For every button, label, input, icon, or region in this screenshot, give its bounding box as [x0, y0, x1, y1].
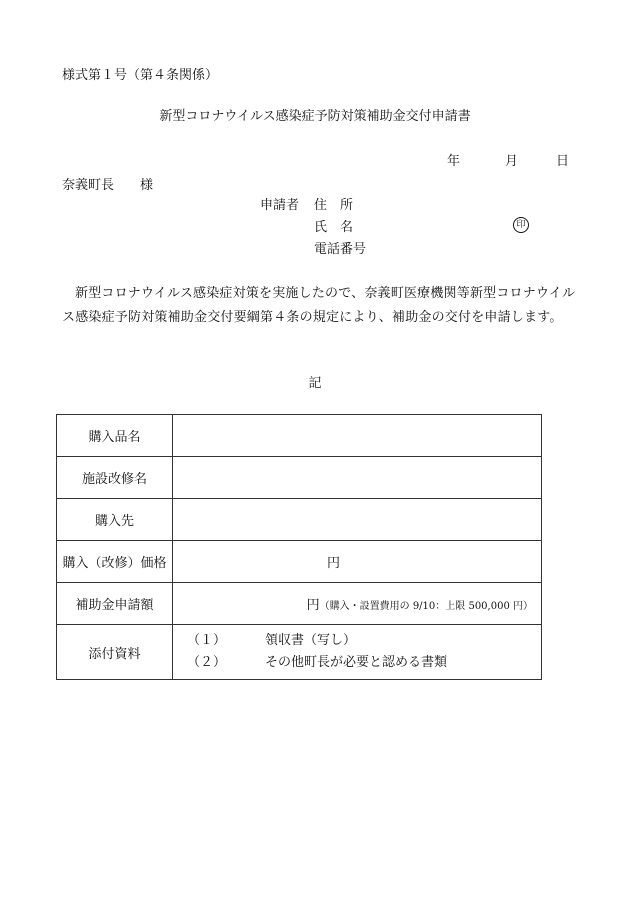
date-day-label: 日: [556, 154, 570, 169]
form-reference: 様式第１号（第４条関係）: [62, 68, 219, 83]
price-field[interactable]: [173, 541, 542, 583]
seal-mark: 印: [513, 217, 529, 233]
list-item: [187, 652, 541, 674]
table-row: [57, 457, 542, 499]
document-title: 新型コロナウイルス感染症予防対策補助金交付申請書: [159, 109, 471, 124]
row-label: 購入（改修）価格: [57, 541, 173, 583]
table-row: [57, 499, 542, 541]
facility-renovation-field[interactable]: [173, 457, 542, 499]
list-item: [187, 630, 541, 652]
address-label: 住 所: [314, 198, 354, 213]
item-number: （２）: [187, 655, 227, 670]
table-row: [57, 625, 542, 680]
applicant-block: [260, 195, 526, 261]
item-number: （１）: [187, 633, 227, 648]
item-text: その他町長が必要と認める書類: [265, 655, 448, 670]
date-line: [447, 150, 569, 169]
table-row: [57, 415, 542, 457]
addressee: 奈義町長 様: [62, 178, 154, 193]
body-text: 新型コロナウイルス感染症対策を実施したので、奈義町医療機関等新型コロナウイルス感染症予防対策補助金交付要綱第４条の規定により、補助金の交付を申請します。: [62, 286, 576, 325]
table-row: [57, 541, 542, 583]
yen-unit: 円: [327, 556, 341, 571]
row-label: 購入品名: [57, 415, 173, 457]
phone-label: 電話番号: [314, 242, 367, 257]
attachments-list: [173, 625, 542, 680]
row-label: 補助金申請額: [57, 583, 173, 625]
row-label: 購入先: [57, 499, 173, 541]
yen-unit: 円: [306, 598, 320, 613]
purchase-item-field[interactable]: [173, 415, 542, 457]
item-text: 領収書（写し）: [265, 633, 357, 648]
row-label: 施設改修名: [57, 457, 173, 499]
table-row: [57, 583, 542, 625]
name-label: 氏 名: [314, 220, 354, 235]
details-table: [56, 414, 542, 680]
date-month-label: 月: [505, 154, 519, 169]
row-label: 添付資料: [57, 625, 173, 680]
subsidy-note: （購入・設置費用の 9/10：上限 500,000 円）: [319, 601, 533, 612]
ki-heading: 記: [308, 376, 322, 391]
date-year-label: 年: [447, 154, 461, 169]
applicant-role-label: 申請者: [260, 198, 300, 213]
supplier-field[interactable]: [173, 499, 542, 541]
subsidy-amount-field[interactable]: [173, 583, 542, 625]
body-paragraph: [62, 282, 582, 330]
